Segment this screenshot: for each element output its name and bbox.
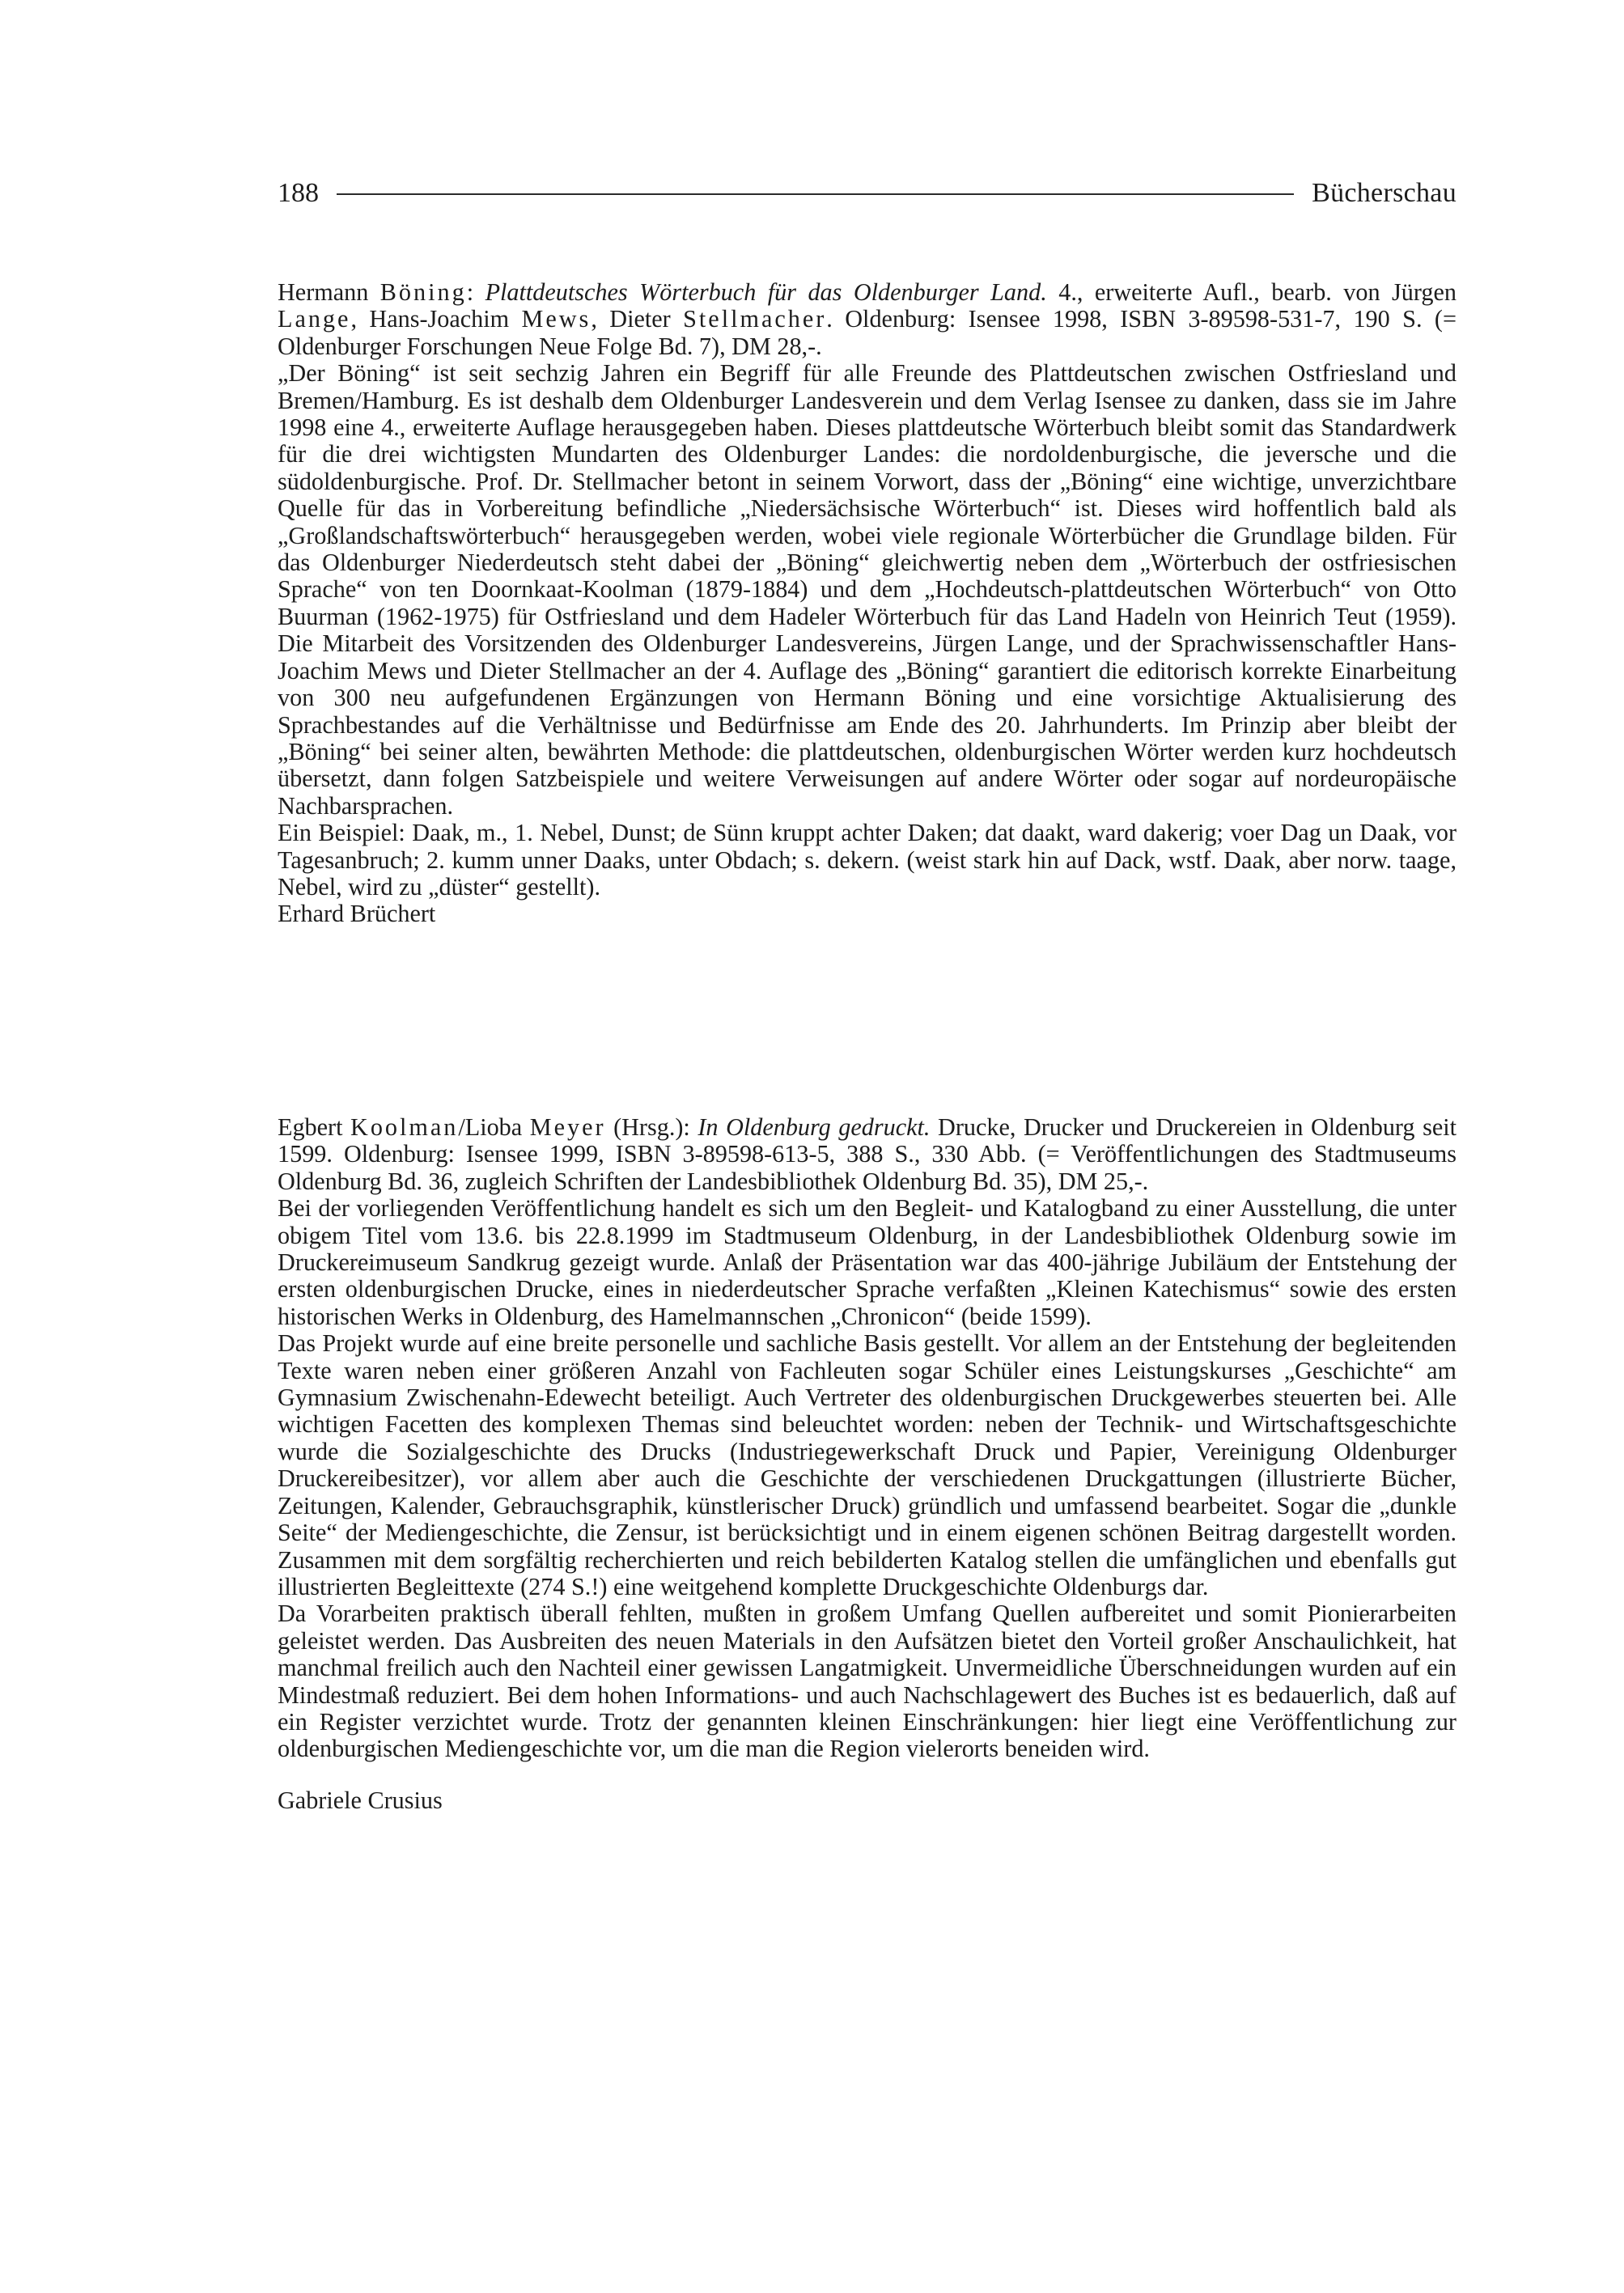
review-paragraph: Bei der vorliegenden Veröffentlichung handelt es sich um den Begleit- und Katalogband zu einer Ausstellung, die unter obigem Titel vom 13.6. bis 22.8.1999 im Stadtmuseum Oldenburg, in der Landesbibliothek Oldenburg sowie im Druckereimuseum Sandkrug gezeigt wurde. Anlaß der Präsentation war das 400-jährige Jubiläum der Entstehung der ersten oldenburgischen Drucke, eines in niederdeutscher Sprache verfaßten „Kleinen Katechismus“ sowie des ersten historischen Werks in Oldenburg, des Hamelmannschen „Chronicon“ (beide 1599).	[278, 1194, 1457, 1330]
book-review-boening	[278, 279, 1457, 928]
review-paragraph: „Der Böning“ ist seit sechzig Jahren ein Begriff für alle Freunde des Plattdeutschen zwischen Ostfriesland und Bremen/Hamburg. Es ist deshalb dem Oldenburger Landesverein und dem Verlag Isensee zu danken, dass sie im Jahre 1998 eine 4., erweiterte Auflage herausgegeben haben. Dieses plattdeutsche Wörterbuch bleibt somit das Standardwerk für die drei wichtigsten Mundarten des Oldenburger Landes: die nordoldenburgische, die jeversche und die südoldenburgische. Prof. Dr. Stellmacher betont in seinem Vorwort, dass der „Böning“ eine wichtige, unverzichtbare Quelle für das in Vorbereitung befindliche „Niedersächsische Wörterbuch“ ist. Dieses wird hoffentlich bald als „Großlandschaftswörterbuch“ herausgegeben werden, wobei viele regionale Wörterbücher die Grundlage bilden. Für das Oldenburger Niederdeutsch steht dabei der „Böning“ gleichwertig neben dem „Wörterbuch der ostfriesischen Sprache“ von ten Doornkaat-Koolman (1879-1884) und dem „Hochdeutsch-plattdeutschen Wörterbuch“ von Otto Buurman (1962-1975) für Ostfriesland und dem Hadeler Wörterbuch für das Land Hadeln von Heinrich Teut (1959). Die Mitarbeit des Vorsitzenden des Oldenburger Landesvereins, Jürgen Lange, und der Sprachwissenschaftler Hans-Joachim Mews und Dieter Stellmacher an der 4. Auflage des „Böning“ garantiert die editorisch korrekte Einarbeitung von 300 neu aufgefundenen Ergänzungen von Hermann Böning und eine vorsichtige Aktualisierung des Sprachbestandes auf die Verhältnisse und Bedürfnisse am Ende des 20. Jahrhunderts. Im Prinzip aber bleibt der „Böning“ bei seiner alten, bewährten Methode: die plattdeutschen, oldenburgischen Wörter werden kurz hochdeutsch übersetzt, dann folgen Satzbeispiele und weitere Verweisungen auf andere Wörter oder sogar auf nordeuropäische Nachbarsprachen.	[278, 359, 1457, 820]
citation-text: 4., erweiterte Aufl., bearb. von Jürgen	[1046, 278, 1457, 306]
book-title: In Oldenburg gedruckt.	[698, 1113, 931, 1141]
reviewer-name: Erhard Brüchert	[278, 900, 436, 928]
reviewer-name: Gabriele Crusius	[278, 1786, 443, 1814]
editor-surname: Stellmacher	[683, 305, 827, 333]
review-paragraph: Ein Beispiel: Daak, m., 1. Nebel, Dunst; de Sünn kruppt achter Daken; dat daakt, ward dakerig; voer Dag un Daak, vor Tagesanbruch; 2. kumm unner Daaks, unter Obdach; s. dekern. (weist stark hin auf Dack, wstf. Daak, aber norw. taage, Nebel, wird zu „düster“ gestellt).	[278, 819, 1457, 901]
author-first-name: Hermann	[278, 278, 380, 306]
citation-text: Drucke, Drucker und Druckereien in Oldenburg seit 1599. Oldenburg: Isensee 1999, ISBN 3-89598-613-5, 388 S., 330 Abb. (= Veröffentlichungen des Stadtmuseums Oldenburg Bd. 36, zugleich Schriften der Landesbibliothek Oldenburg Bd. 35), DM 25,-.	[278, 1113, 1457, 1195]
author-surname: Koolman	[350, 1113, 459, 1141]
author-first-name: Egbert	[278, 1113, 351, 1141]
running-head	[278, 173, 1457, 214]
citation-text: . Oldenburg: Isensee 1998, ISBN 3-89598-531-7, 190 S. (= Oldenburger Forschungen Neue Folge Bd. 7), DM 28,-.	[278, 305, 1457, 360]
citation-text: (Hrsg.):	[605, 1113, 698, 1141]
book-title: Plattdeutsches Wörterbuch für das Oldenburger Land.	[485, 278, 1047, 306]
author-surname: Meyer	[529, 1113, 606, 1141]
review-citation	[278, 279, 1457, 360]
citation-text: , Dieter	[591, 305, 684, 333]
book-review-oldenburg-gedruckt	[278, 1114, 1457, 1814]
section-title: Bücherschau	[1312, 178, 1457, 208]
page-number: 188	[278, 178, 319, 208]
editor-surname: Lange	[278, 305, 351, 333]
header-rule	[337, 193, 1294, 195]
editor-surname: Mews	[521, 305, 592, 333]
citation-separator: :	[466, 278, 486, 306]
citation-text: , Hans-Joachim	[350, 305, 522, 333]
review-citation	[278, 1114, 1457, 1195]
citation-text: /Lioba	[458, 1113, 530, 1141]
review-paragraph: Da Vorarbeiten praktisch überall fehlten, mußten in großem Umfang Quellen aufbereitet und somit Pionierarbeiten geleistet werden. Das Ausbreiten des neuen Materials in den Aufsätzen bietet den Vorteil großer Anschaulichkeit, hat manchmal freilich auch den Nachteil einer gewissen Langatmigkeit. Unvermeidliche Überschneidungen wurden auf ein Mindestmaß reduziert. Bei dem hohen Informations- und auch Nachschlagewert des Buches ist es bedauerlich, daß auf ein Register verzichtet wurde. Trotz der genannten kleinen Einschränkungen: hier liegt eine Veröffentlichung zur oldenburgischen Mediengeschichte vor, um die man die Region vielerorts beneiden wird.	[278, 1600, 1457, 1763]
author-surname: Böning	[379, 278, 467, 306]
review-paragraph: Das Projekt wurde auf eine breite personelle und sachliche Basis gestellt. Vor allem an der Entstehung der begleitenden Texte waren neben einer größeren Anzahl von Fachleuten sogar Schüler eines Leistungskurses „Geschichte“ am Gymnasium Zwischenahn-Edewecht beteiligt. Auch Vertreter des oldenburgischen Druckgewerbes steuerten bei. Alle wichtigen Facetten des komplexen Themas sind beleuchtet worden: neben der Technik- und Wirtschaftsgeschichte wurde die Sozialgeschichte des Drucks (Industriegewerkschaft Druck und Papier, Vereinigung Oldenburger Druckereibesitzer), vor allem aber auch die Geschichte der verschiedenen Druckgattungen (illustrierte Bücher, Zeitungen, Kalender, Gebrauchsgraphik, künstlerischer Druck) gründlich und umfassend bearbeitet. Sogar die „dunkle Seite“ der Mediengeschichte, die Zensur, ist berücksichtigt und in einem eigenen schönen Beitrag dargestellt worden. Zusammen mit dem sorgfältig recherchierten und reich bebilderten Katalog stellen die umfänglichen und ebenfalls gut illustrierten Begleittexte (274 S.!) eine weitgehend komplette Druckgeschichte Oldenburgs dar.	[278, 1329, 1457, 1600]
